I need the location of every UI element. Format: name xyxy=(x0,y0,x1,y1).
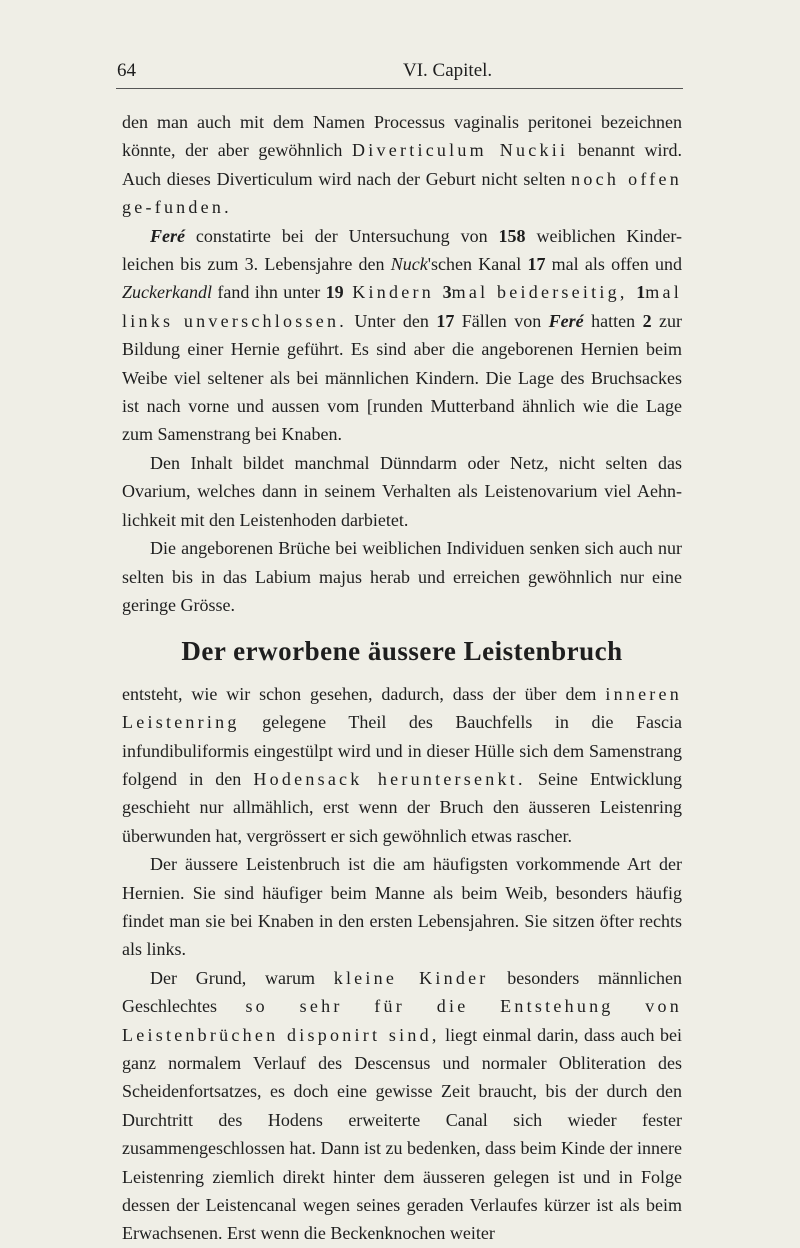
text: den man auch mit dem Namen Processus vaginalis peritonei bezeichnen könnte, der aber gewöhnlich xyxy=(122,112,682,161)
number: 2 xyxy=(642,310,652,331)
spaced-term: Diverticulum Nuckii xyxy=(352,140,569,161)
spaced-term: kleine Kinder xyxy=(333,967,489,988)
number: 3 xyxy=(442,282,452,303)
author-name: Zuckerkandl xyxy=(122,282,212,303)
body-text xyxy=(122,108,682,1248)
text: gelegene Theil des Bauchfells in die Fascia infundibuliformis eingestülpt wird und in dieser Hülle sich dem Samenstrang folgend in den xyxy=(122,712,682,789)
paragraph-5 xyxy=(122,680,682,850)
spaced-term: so sehr für die Entstehung von Leistenbrüchen disponirt sind, xyxy=(122,996,682,1045)
text: hatten xyxy=(583,310,643,331)
header-rule xyxy=(116,88,683,89)
number: 17 xyxy=(527,254,546,275)
author-name: Nuck xyxy=(390,254,428,275)
text: constatirte bei der Untersuchung von xyxy=(185,225,499,246)
text: besonders männlichen Geschlechtes xyxy=(122,967,682,1017)
text: 'schen Kanal xyxy=(427,254,528,275)
spaced-term: Kindern xyxy=(343,282,443,303)
paragraph-3: Den Inhalt bildet manchmal Dünndarm oder Netz, nicht selten das Ovarium, welches dann in seinem Verhalten als Leistenovarium viel Aehn-lichkeit mit den Leistenhoden darbietet. xyxy=(122,452,682,530)
text: liegt einmal darin, dass auch bei ganz normalem Verlauf des Descensus und normaler Obliteration des Scheidenfortsatzes, es doch eine gewisse Zeit braucht, bis der durch den Durchtritt des Hodens erweiterte Canal sich wieder fester zusammengeschlossen hat. Dann ist zu bedenken, dass beim Kinde der innere Leistenring ziemlich direkt hinter dem äusseren gelegen ist und in Folge dessen der Leistencanal wegen seines geraden Verlaufes kürzer ist als beim Erwachsenen. Erst wenn die Beckenknochen weiter xyxy=(122,1024,682,1244)
paragraph-1 xyxy=(122,108,682,222)
text: entsteht, wie wir schon gesehen, dadurch, dass der über dem xyxy=(122,683,606,704)
text: fand ihn unter xyxy=(211,282,326,303)
text: mal als offen und xyxy=(545,254,682,275)
paragraph-7 xyxy=(122,964,682,1248)
spaced-term: inneren Leistenring xyxy=(122,683,682,733)
text: Seine Entwicklung geschieht nur allmählich, erst wenn der Bruch den äusseren Leistenring überwunden hat, vergrössert er sich gewöhnlich etwas rascher. xyxy=(122,768,682,846)
number: 19 xyxy=(325,282,344,303)
paragraph-4: Die angeborenen Brüche bei weiblichen Individuen senken sich auch nur selten bis in das Labium majus herab und erreichen gewöhnlich nur eine geringe Grösse. xyxy=(122,538,682,615)
paragraph-6: Der äussere Leistenbruch ist die am häufigsten vorkommende Art der Hernien. Sie sind häufiger beim Manne als beim Weib, besonders häufig findet man sie bei Knaben in den ersten Lebensjahren. Sie sitzen öfter rechts als links. xyxy=(122,854,682,960)
spaced-term: mal beiderseitig, xyxy=(451,282,637,303)
spaced-term: noch offen ge-funden. xyxy=(122,168,682,218)
text: Der Grund, warum xyxy=(150,967,334,988)
page-number: 64 xyxy=(117,60,136,81)
author-name: Feré xyxy=(548,310,584,331)
paragraph-2 xyxy=(122,222,682,449)
text: weiblichen Kinder-leichen bis zum 3. Lebensjahre den xyxy=(122,225,683,275)
section-heading: Der erworbene äussere Leistenbruch xyxy=(181,636,623,667)
number: 158 xyxy=(498,225,526,246)
spaced-term: Hodensack heruntersenkt. xyxy=(253,768,526,789)
author-name: Feré xyxy=(150,225,185,246)
number: 1 xyxy=(636,282,646,303)
running-head: VI. Capitel. xyxy=(403,60,493,81)
text: Unter den xyxy=(346,310,437,331)
text: benannt wird. Auch dieses Diverticulum wird nach der Geburt nicht selten xyxy=(122,140,682,189)
text: Fällen von xyxy=(454,310,549,331)
page-header xyxy=(0,58,800,88)
number: 17 xyxy=(436,310,455,331)
spaced-term: mal links unverschlossen. xyxy=(122,282,682,331)
text: zur Bildung einer Hernie geführt. Es sind aber die angeborenen Hernien beim Weibe viel seltener als bei männlichen Kindern. Die Lage des Bruchsackes ist nach vorne und aussen vom [runden Mutterband ähnlich wie die Lage zum Samenstrang bei Knaben. xyxy=(122,310,682,445)
